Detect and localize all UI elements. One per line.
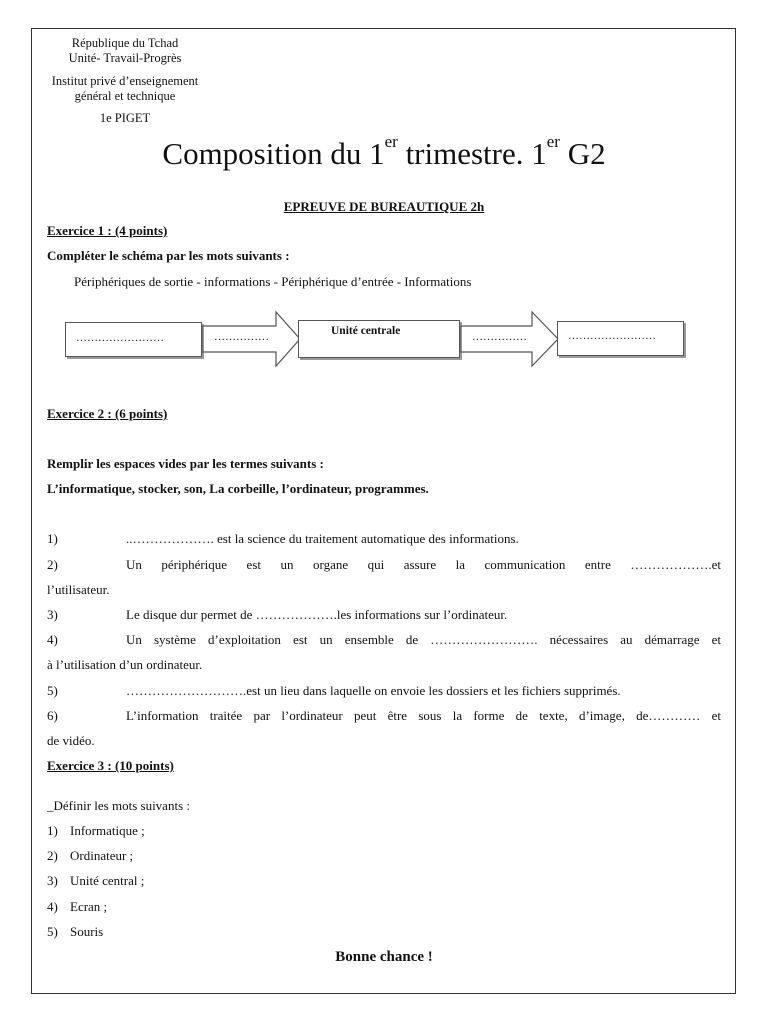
- input-device-blank: ……………………: [76, 332, 164, 344]
- item-text: ..………………. est la science du traitement automatique des informations.: [126, 531, 519, 546]
- definition-number: 2): [47, 848, 58, 863]
- definition-number: 1): [47, 823, 58, 838]
- item-text: Un système d’exploitation est un ensemble de ……………………. nécessaires au démarrage et: [126, 632, 721, 647]
- exercise2-heading: Exercice 2 : (6 points): [47, 406, 168, 421]
- definition-number: 5): [47, 924, 58, 939]
- exercise1-heading: Exercice 1 : (4 points): [47, 223, 168, 238]
- item-text: Un périphérique est un organe qui assure la communication entre ……………….et: [126, 557, 721, 572]
- definition-word: Souris: [70, 924, 104, 939]
- item-text: ……………………….est un lieu dans laquelle on envoie les dossiers et les fichiers supprimés.: [126, 683, 621, 698]
- definition-number: 4): [47, 899, 58, 914]
- item-text: L’information traitée par l’ordinateur peut être sous la forme de texte, d’image, de………… et: [126, 708, 721, 723]
- item-text: Le disque dur permet de ……………….les informations sur l’ordinateur.: [126, 607, 508, 622]
- header-motto: Unité- Travail-Progrès: [68, 51, 182, 65]
- exercise3-instruction: _Définir les mots suivants :: [47, 798, 190, 813]
- exercise1-instruction: Compléter le schéma par les mots suivants :: [47, 248, 290, 263]
- item-number: 6): [47, 708, 58, 723]
- definition-word: Informatique ;: [70, 823, 145, 838]
- definition-word: Unité central ;: [70, 873, 145, 888]
- page-title: Composition du 1er trimestre. 1er G2: [162, 132, 606, 171]
- item-text-continued: à l’utilisation d’un ordinateur.: [47, 657, 203, 672]
- item-text-continued: l’utilisateur.: [47, 582, 110, 597]
- item-number: 1): [47, 531, 58, 546]
- item-number: 2): [47, 557, 58, 572]
- header-institute-line1: Institut privé d’enseignement: [51, 74, 199, 88]
- exercise3-heading: Exercice 3 : (10 points): [47, 758, 174, 773]
- definition-word: Ecran ;: [70, 899, 108, 914]
- central-unit-box: [298, 320, 460, 358]
- item-number: 5): [47, 683, 58, 698]
- item-text-continued: de vidéo.: [47, 733, 95, 748]
- input-device-box: [65, 322, 202, 357]
- definition-word: Ordinateur ;: [70, 848, 134, 863]
- item-number: 4): [47, 632, 58, 647]
- exercise2-instruction: Remplir les espaces vides par les termes suivants :: [47, 456, 324, 471]
- exercise1-words: Périphériques de sortie - informations - Périphérique d’entrée - Informations: [74, 274, 472, 289]
- definition-number: 3): [47, 873, 58, 888]
- header-country: République du Tchad: [71, 36, 179, 50]
- page-border: [31, 28, 736, 994]
- header-school: 1e PIGET: [99, 111, 151, 125]
- closing-message: Bonne chance !: [335, 949, 433, 965]
- arrow-left-blank: ……………: [214, 331, 269, 343]
- central-unit-label: Unité centrale: [331, 325, 401, 337]
- exercise2-terms: L’informatique, stocker, son, La corbeille, l’ordinateur, programmes.: [47, 481, 429, 496]
- output-device-box: [557, 321, 684, 356]
- item-number: 3): [47, 607, 58, 622]
- subject-heading: EPREUVE DE BUREAUTIQUE 2h: [283, 199, 485, 214]
- arrow-right-blank: ……………: [472, 331, 527, 343]
- output-device-blank: ……………………: [568, 330, 656, 342]
- header-institute-line2: général et technique: [74, 89, 176, 103]
